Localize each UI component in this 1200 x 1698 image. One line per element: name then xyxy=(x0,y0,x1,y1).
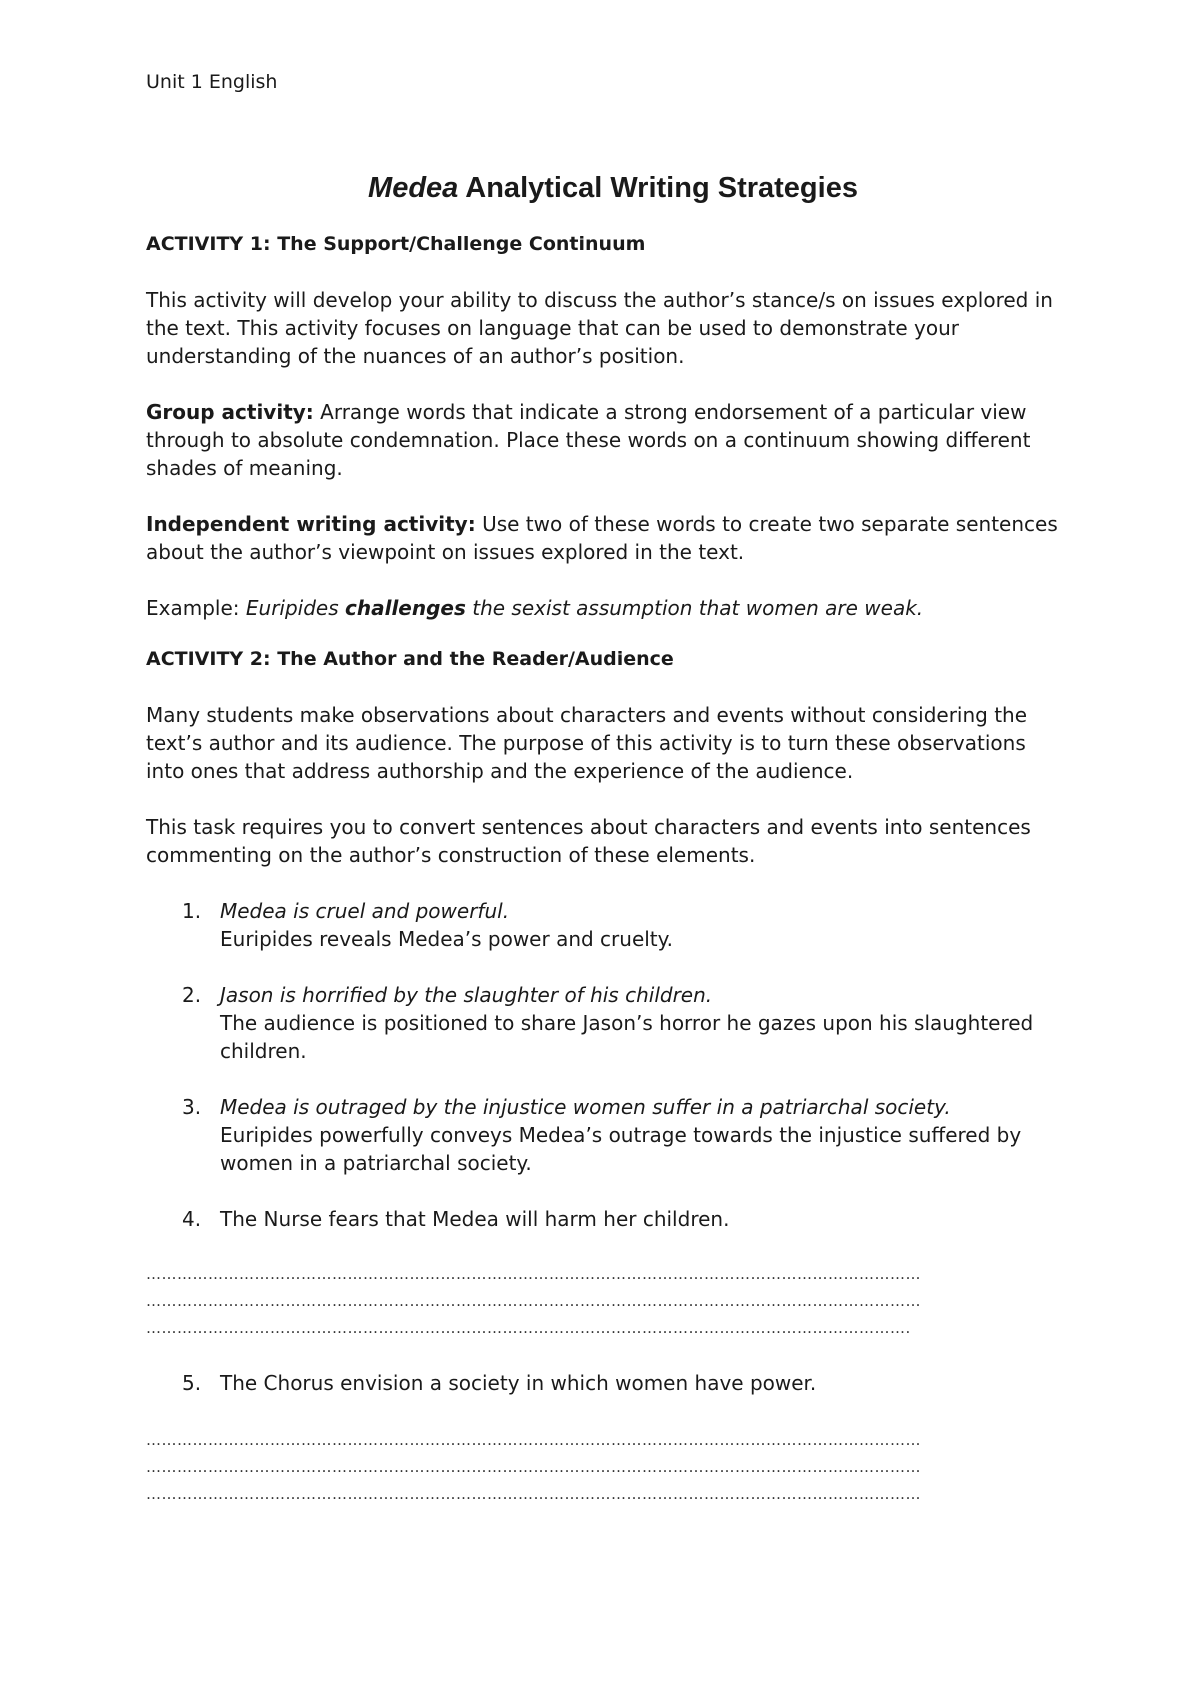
list-item xyxy=(146,1205,1060,1233)
dotted-line: …………………………………………………………………………………………………………………………………. xyxy=(146,1319,911,1337)
title-rest: Analytical Writing Strategies xyxy=(458,172,858,204)
example-italic-a: Euripides xyxy=(245,596,345,620)
activity-1-intro: This activity will develop your ability to discuss the author’s stance/s on issues explored in the text. This activity focuses on language that can be used to demonstrate your understanding of the nuances of an author’s position. xyxy=(146,288,1053,368)
example-bold: challenges xyxy=(345,596,466,620)
independent-activity-paragraph xyxy=(146,510,1060,566)
item-prompt: Medea is cruel and powerful. xyxy=(220,899,510,923)
item-prompt: Medea is outraged by the injustice women suffer in a patriarchal society. xyxy=(220,1095,951,1119)
independent-activity-text: Use two of these words to create two separate sentences about the author’s viewpoint on issues explored in the text. xyxy=(146,512,1058,564)
dotted-line: …………………………………………………………………………………………………………………………………… xyxy=(146,1485,921,1503)
header-label: Unit 1 English xyxy=(146,71,278,93)
item-number: 3. xyxy=(182,1095,202,1119)
dotted-line: …………………………………………………………………………………………………………………………………… xyxy=(146,1458,921,1476)
answer-lines-4[interactable] xyxy=(146,1261,1060,1342)
list-item xyxy=(146,981,1060,1065)
item-prompt: The Nurse fears that Medea will harm her children. xyxy=(220,1207,730,1231)
title-italic: Medea xyxy=(368,172,459,204)
list-item xyxy=(146,897,1060,953)
dotted-line: …………………………………………………………………………………………………………………………………… xyxy=(146,1292,921,1310)
activity-2-heading: ACTIVITY 2: The Author and the Reader/Audience xyxy=(146,648,674,670)
dotted-line: …………………………………………………………………………………………………………………………………… xyxy=(146,1431,921,1449)
item-number: 1. xyxy=(182,899,202,923)
item-answer: Euripides powerfully conveys Medea’s outrage towards the injustice suffered by women in a patriarchal society. xyxy=(220,1123,1022,1175)
item-answer: Euripides reveals Medea’s power and cruelty. xyxy=(220,927,673,951)
independent-activity-label: Independent writing activity: xyxy=(146,512,476,536)
dotted-line: …………………………………………………………………………………………………………………………………… xyxy=(146,1265,921,1283)
list-item xyxy=(146,1093,1060,1177)
example-prefix: Example: xyxy=(146,596,246,620)
item-prompt: The Chorus envision a society in which women have power. xyxy=(220,1371,817,1395)
example-paragraph xyxy=(146,594,1060,622)
activity-1-heading: ACTIVITY 1: The Support/Challenge Continuum xyxy=(146,233,646,255)
group-activity-label: Group activity: xyxy=(146,400,314,424)
page-title xyxy=(146,170,1060,206)
item-number: 4. xyxy=(182,1207,202,1231)
item-number: 2. xyxy=(182,983,202,1007)
group-activity-paragraph xyxy=(146,398,1060,482)
example-italic-b: the sexist assumption that women are weak. xyxy=(465,596,924,620)
item-number: 5. xyxy=(182,1371,202,1395)
list-item xyxy=(146,1369,1060,1397)
item-answer: The audience is positioned to share Jason’s horror he gazes upon his slaughtered children. xyxy=(220,1011,1034,1063)
answer-lines-5[interactable] xyxy=(146,1427,1060,1508)
item-prompt: Jason is horrified by the slaughter of his children. xyxy=(220,983,713,1007)
task-list xyxy=(146,897,1060,1233)
task-list-continued xyxy=(146,1369,1060,1397)
group-activity-text: Arrange words that indicate a strong endorsement of a particular view through to absolute condemnation. Place these words on a continuum showing different shades of meaning. xyxy=(146,400,1031,480)
activity-2-intro: Many students make observations about characters and events without considering the text’s author and its audience. The purpose of this activity is to turn these observations into ones that address authorship and the experience of the audience. xyxy=(146,703,1028,783)
activity-2-task: This task requires you to convert sentences about characters and events into sentences commenting on the author’s construction of these elements. xyxy=(146,815,1031,867)
